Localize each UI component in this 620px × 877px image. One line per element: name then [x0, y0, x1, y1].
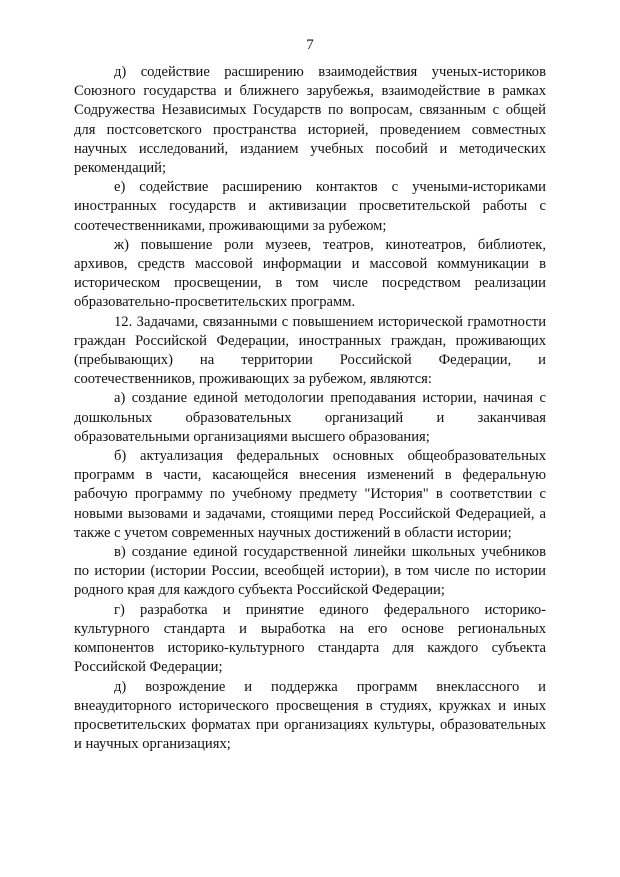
paragraph-b-programs: б) актуализация федеральных основных общеобразовательных программ в части, касающейся внесения изменений в федеральную рабочую программу по учебному предмету "История" в соответствии с новыми вызовами и задачами, стоящими перед Российской Федерацией, а также с учетом современных научных достижений в области истории; [74, 448, 546, 541]
paragraph-d-cooperation: д) содействие расширению взаимодействия ученых-историков Союзного государства и ближнего зарубежья, взаимодействие в рамках Содружества Независимых Государств по вопросам, связанным с общей для постсоветского пространства историей, проведением совместных научных исследований, изданием учебных пособий и методических рекомендаций; [74, 64, 546, 177]
paragraph-v-textbooks: в) создание единой государственной линейки школьных учебников по истории (истории России, всеобщей истории), в том числе по истории родного края для каждого субъекта Российской Федерации; [74, 544, 546, 599]
paragraph-12-tasks: 12. Задачами, связанными с повышением исторической грамотности граждан Российской Федерации, иностранных граждан, проживающих (пребывающих) на территории Российской Федерации, и соотечественников, проживающих за рубежом, являются: [74, 313, 546, 388]
paragraph-e-contacts: е) содействие расширению контактов с учеными-историками иностранных государств и активизации просветительской работы с соотечественниками, проживающими за рубежом; [74, 179, 546, 234]
page-number: 7 [306, 37, 314, 53]
document-body [74, 63, 546, 754]
paragraph-d-revival: д) возрождение и поддержка программ внеклассного и внеаудиторного исторического просвещения в студиях, кружках и иных просветительских форматах при организациях культуры, образовательных и научных организациях; [74, 678, 546, 753]
paragraph-a-methodology: а) создание единой методологии преподавания истории, начиная с дошкольных образовательных организаций и заканчивая образовательными организациями высшего образования; [74, 390, 546, 445]
paragraph-zh-museums: ж) повышение роли музеев, театров, кинотеатров, библиотек, архивов, средств массовой информации и массовой коммуникации в историческом просвещении, в том числе посредством реализации образовательно-просветительских программ. [74, 236, 546, 311]
paragraph-g-standard: г) разработка и принятие единого федерального историко-культурного стандарта и выработка на его основе региональных компонентов историко-культурного стандарта для каждого субъекта Российской Федерации; [74, 601, 546, 676]
